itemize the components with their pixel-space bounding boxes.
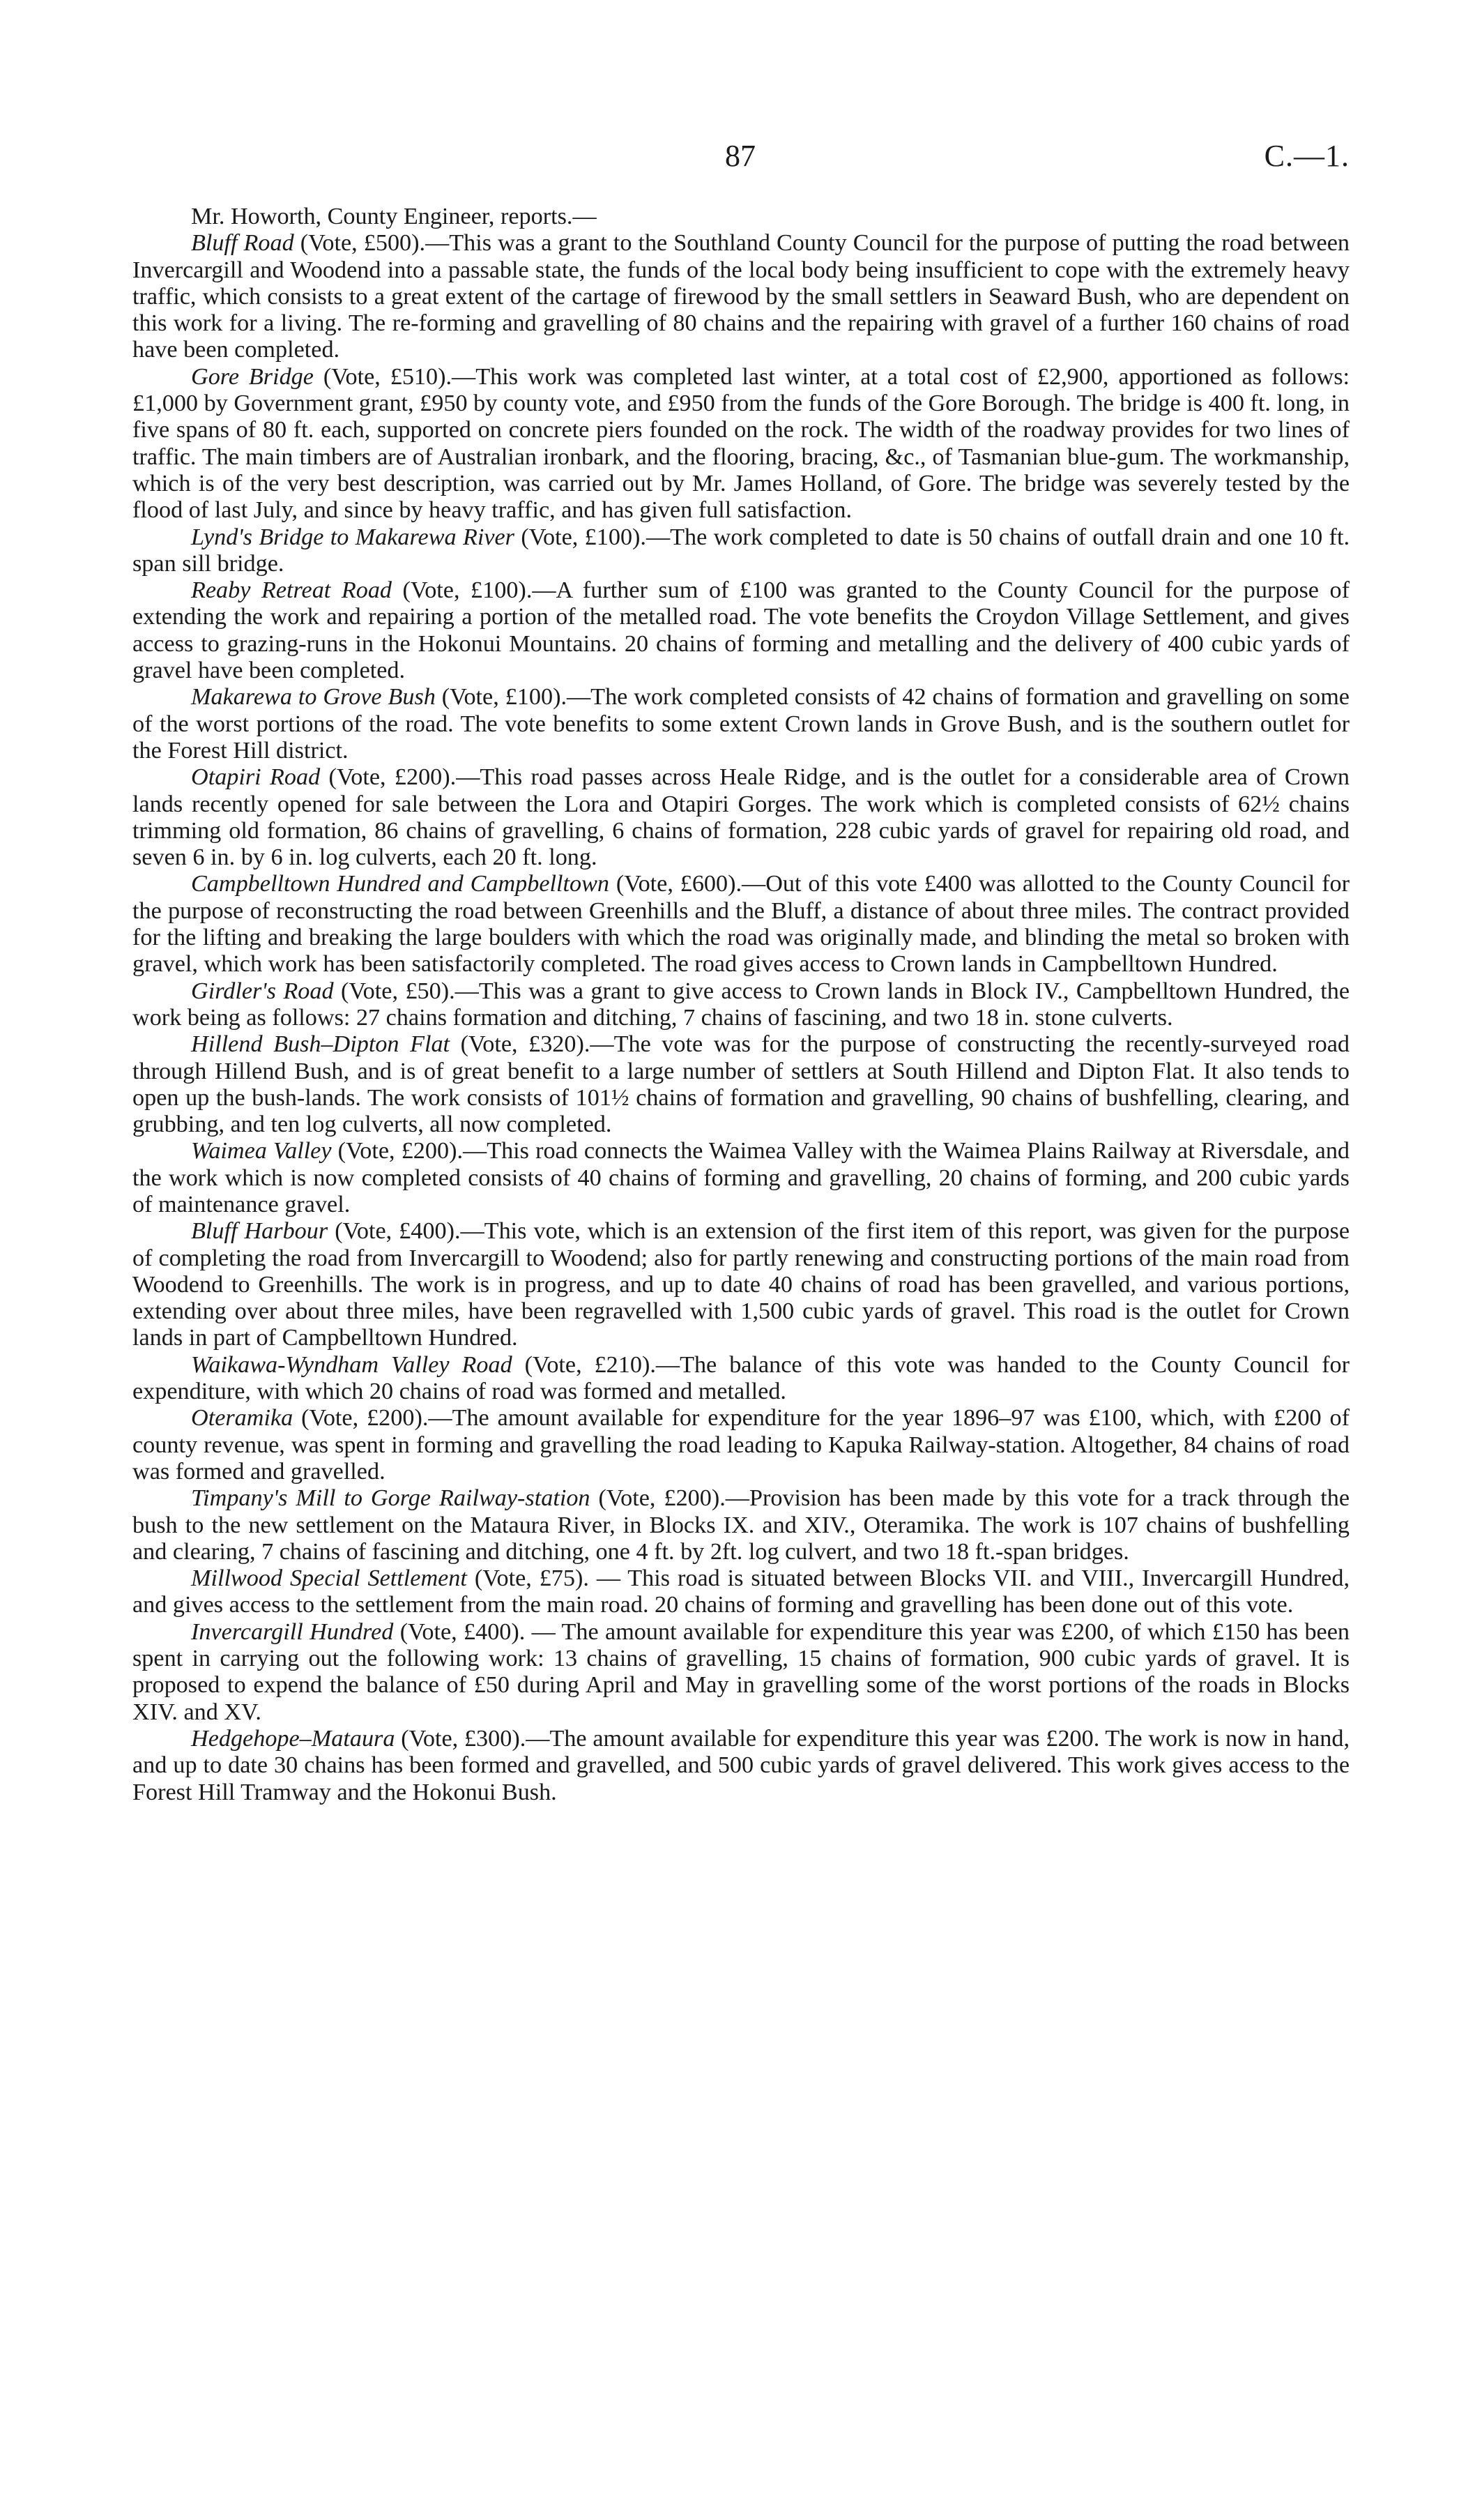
entry-millwood-settlement xyxy=(132,1565,1350,1619)
entry-text: (Vote, £600).—Out of this vote £400 was allotted to the County Council for the purpose of reconstructing the road between Greenhills and the Bluff, a distance of about three miles. The contract provided for the lifting and breaking the large boulders with which the road was originally made, and blinding the metal so broken with gravel, which work has been satisfactorily completed. The road gives access to Crown lands in Campbelltown Hundred. xyxy=(132,871,1350,978)
page-header xyxy=(0,138,1482,180)
entry-text: (Vote, £400). — The amount available for expenditure this year was £200, of which £150 has been spent in carrying out the following work: 13 chains of gravelling, 15 chains of formation, 900 cubic yards of gravel. It is proposed to expend the balance of £50 during April and May in gravelling some of the worst portions of the roads in Blocks XIV. and XV. xyxy=(132,1618,1350,1725)
entry-text: (Vote, £500).—This was a grant to the Southland County Council for the purpose of putting the road between Invercargill and Woodend into a passable state, the funds of the local body being insufficient to cope with the extremely heavy traffic, which consists to a great extent of the cartage of firewood by the small settlers in Seaward Bush, who are dependent on this work for a living. The re-forming and gravelling of 80 chains and the repairing with gravel of a further 160 chains of road have been completed. xyxy=(132,230,1350,363)
entry-text: (Vote, £200).—Provision has been made by this vote for a track through the bush to the new settlement on the Mataura River, in Blocks IX. and XIV., Oteramika. The work is 107 chains of bushfelling and clearing, 7 chains of fascining and ditching, one 4 ft. by 2ft. log culvert, and two 18 ft.-span bridges. xyxy=(132,1485,1350,1565)
entry-text: (Vote, £200).—This road connects the Waimea Valley with the Waimea Plains Railway at Riversdale, and the work which is now completed consists of 40 chains of forming and gravelling, 20 chains of forming, and 200 cubic yards of maintenance gravel. xyxy=(132,1138,1350,1217)
entry-title: Gore Bridge xyxy=(191,363,314,390)
entry-reaby-retreat-road xyxy=(132,577,1350,684)
entry-bluff-harbour xyxy=(132,1218,1350,1351)
entry-bluff-road xyxy=(132,230,1350,363)
entry-title: Reaby Retreat Road xyxy=(191,577,392,604)
report-intro: Mr. Howorth, County Engineer, reports.— xyxy=(191,204,597,229)
entry-hedgehope-mataura xyxy=(132,1726,1350,1806)
entry-timpanys-mill xyxy=(132,1485,1350,1565)
entry-title: Waikawa-Wyndham Valley Road xyxy=(191,1351,512,1378)
entry-text: (Vote, £100).—A further sum of £100 was granted to the County Council for the purpose of extending the work and repairing a portion of the metalled road. The vote benefits the Croydon Village Settlement, and gives access to grazing-runs in the Hokonui Mountains. 20 chains of forming and metalling and the delivery of 400 cubic yards of gravel have been completed. xyxy=(132,577,1350,684)
entry-invercargill-hundred xyxy=(132,1619,1350,1726)
entry-title: Makarewa to Grove Bush xyxy=(191,684,436,711)
entry-text: (Vote, £100).—The work completed consists of 42 chains of formation and gravelling on some of the worst portions of the road. The vote benefits to some extent Crown lands in Grove Bush, and is the southern outlet for the Forest Hill district. xyxy=(132,684,1350,764)
entry-waikawa-wyndham xyxy=(132,1352,1350,1406)
entry-text: (Vote, £400).—This vote, which is an extension of the first item of this report, was given for the purpose of completing the road from Invercargill to Woodend; also for partly renewing and constructing portions of the main road from Woodend to Greenhills. The work is in progress, and up to date 40 chains of road has been gravelled, and various portions, extending over about three miles, have been regravelled with 1,500 cubic yards of gravel. This road is the outlet for Crown lands in part of Campbelltown Hundred. xyxy=(132,1218,1350,1351)
entry-title: Bluff Road xyxy=(191,230,294,257)
entry-otapiri-road xyxy=(132,764,1350,871)
entry-gore-bridge xyxy=(132,364,1350,524)
entry-text: (Vote, £320).—The vote was for the purpose of constructing the recently-surveyed road through Hillend Bush, and is of great benefit to a large number of settlers at South Hillend and Dipton Flat. It also tends to open up the bush-lands. The work consists of 101½ chains of formation and gravelling, 90 chains of bushfelling, clearing, and grubbing, and ten log culverts, all now completed. xyxy=(132,1031,1350,1138)
entry-text: (Vote, £510).—This work was completed last winter, at a total cost of £2,900, apportioned as follows: £1,000 by Government grant, £950 by county vote, and £950 from the funds of the Gore Borough. The bridge is 400 ft. long, in five spans of 80 ft. each, supported on concrete piers founded on the rock. The width of the roadway provides for two lines of traffic. The main timbers are of Australian ironbark, and the flooring, bracing, &c., of Tasmanian blue-gum. The workmanship, which is of the very best description, was carried out by Mr. James Holland, of Gore. The bridge was severely tested by the flood of last July, and since by heavy traffic, and has given full satisfaction. xyxy=(132,363,1350,524)
entry-title: Bluff Harbour xyxy=(191,1218,328,1245)
entry-title: Oteramika xyxy=(191,1405,293,1432)
entry-waimea-valley xyxy=(132,1138,1350,1218)
entry-text: (Vote, £200).—This road passes across Heale Ridge, and is the outlet for a considerable area of Crown lands recently opened for sale between the Lora and Otapiri Gorges. The work which is completed consists of 62½ chains trimming old formation, 86 chains of gravelling, 6 chains of formation, 228 cubic yards of gravel for repairing old road, and seven 6 in. by 6 in. log culverts, each 20 ft. long. xyxy=(132,764,1350,871)
entry-title: Timpany's Mill to Gorge Railway-station xyxy=(191,1485,590,1512)
entry-title: Campbelltown Hundred and Campbelltown xyxy=(191,871,610,897)
entry-title: Waimea Valley xyxy=(191,1138,332,1164)
entry-text: (Vote, £75). — This road is situated between Blocks VII. and VIII., Invercargill Hundred, and gives access to the settlement from the main road. 20 chains of forming and gravelling has been done out of this vote. xyxy=(132,1565,1350,1618)
entry-title: Millwood Special Settlement xyxy=(191,1565,467,1592)
entry-text: (Vote, £210).—The balance of this vote was handed to the County Council for expenditure, with which 20 chains of road was formed and metalled. xyxy=(132,1351,1350,1405)
entry-text: (Vote, £200).—The amount available for expenditure for the year 1896–97 was £100, which, with £200 of county revenue, was spent in forming and gravelling the road leading to Kapuka Railway-station. Altogether, 84 chains of road was formed and gravelled. xyxy=(132,1405,1350,1485)
report-body xyxy=(132,204,1350,1806)
entry-text: (Vote, £300).—The amount available for expenditure this year was £200. The work is now in hand, and up to date 30 chains has been formed and gravelled, and 500 cubic yards of gravel delivered. This work gives access to the Forest Hill Tramway and the Hokonui Bush. xyxy=(132,1725,1350,1805)
entry-title: Otapiri Road xyxy=(191,764,321,791)
entry-title: Hillend Bush–Dipton Flat xyxy=(191,1031,450,1058)
entry-text: (Vote, £100).—The work completed to date is 50 chains of outfall drain and one 10 ft. span sill bridge. xyxy=(132,524,1350,577)
entry-makarewa-grove-bush xyxy=(132,684,1350,764)
entry-hillend-bush xyxy=(132,1031,1350,1138)
entry-title: Hedgehope–Mataura xyxy=(191,1725,395,1752)
entry-text: (Vote, £50).—This was a grant to give access to Crown lands in Block IV., Campbelltown Hundred, the work being as follows: 27 chains formation and ditching, 7 chains of fascining, and two 18 in. stone culverts. xyxy=(132,978,1350,1031)
entry-title: Invercargill Hundred xyxy=(191,1618,394,1645)
entry-title: Girdler's Road xyxy=(191,978,334,1004)
entry-lynds-bridge xyxy=(132,524,1350,578)
document-reference: C.—1. xyxy=(1264,139,1350,173)
entry-campbelltown-hundred xyxy=(132,871,1350,978)
entry-girdlers-road xyxy=(132,978,1350,1032)
entry-title: Lynd's Bridge to Makarewa River xyxy=(191,524,514,550)
entry-oteramika xyxy=(132,1405,1350,1485)
page-number: 87 xyxy=(725,139,756,173)
